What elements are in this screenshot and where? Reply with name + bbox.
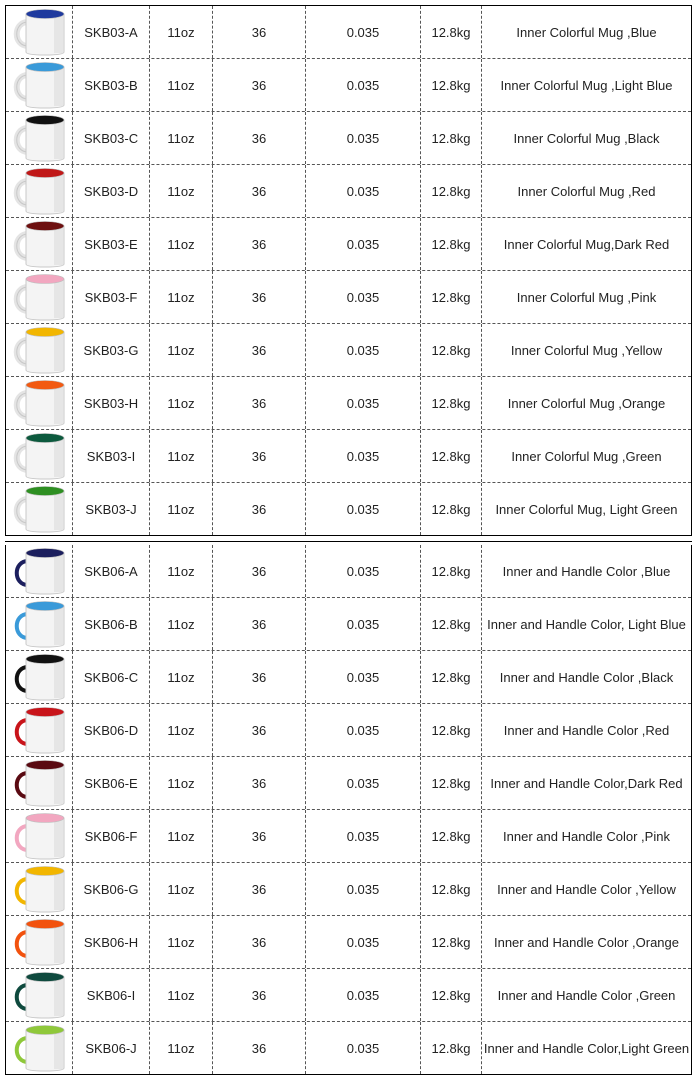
table-row (6, 483, 691, 536)
weight-cell: 12.8kg (421, 651, 482, 703)
volume-cbm-cell: 0.035 (306, 757, 421, 809)
quantity-cell: 36 (213, 916, 306, 968)
mug-thumbnail-icon (9, 865, 69, 913)
capacity-cell: 11oz (150, 271, 213, 323)
product-image-cell (6, 810, 73, 862)
quantity-cell: 36 (213, 430, 306, 482)
product-image-cell (6, 112, 73, 164)
quantity-cell: 36 (213, 165, 306, 217)
capacity-cell: 11oz (150, 324, 213, 376)
mug-inner-color (26, 973, 64, 982)
product-code-cell: SKB03-B (73, 59, 150, 111)
weight-cell: 12.8kg (421, 704, 482, 756)
weight-cell: 12.8kg (421, 59, 482, 111)
mug-thumbnail-icon (9, 8, 69, 56)
table-row (6, 545, 691, 598)
product-code-cell: SKB06-J (73, 1022, 150, 1074)
mug-inner-color (26, 116, 64, 125)
volume-cbm-cell: 0.035 (306, 1022, 421, 1074)
weight-cell: 12.8kg (421, 810, 482, 862)
description-cell: Inner Colorful Mug,Dark Red (503, 236, 670, 252)
mug-thumbnail-icon (9, 485, 69, 533)
quantity-cell: 36 (213, 863, 306, 915)
mug-thumbnail-icon (9, 432, 69, 480)
product-image-cell (6, 6, 73, 58)
capacity-cell: 11oz (150, 969, 213, 1021)
volume-cbm-cell: 0.035 (306, 545, 421, 597)
mug-inner-color (26, 655, 64, 664)
mug-inner-color (26, 275, 64, 284)
description-cell: Inner and Handle Color,Dark Red (490, 775, 683, 791)
quantity-cell: 36 (213, 545, 306, 597)
product-code-cell: SKB06-B (73, 598, 150, 650)
description-cell: Inner and Handle Color ,Orange (493, 934, 679, 950)
volume-cbm-cell: 0.035 (306, 704, 421, 756)
quantity-cell: 36 (213, 218, 306, 270)
product-image-cell (6, 916, 73, 968)
volume-cbm-cell: 0.035 (306, 324, 421, 376)
product-code-cell: SKB03-F (73, 271, 150, 323)
volume-cbm-cell: 0.035 (306, 863, 421, 915)
capacity-cell: 11oz (150, 59, 213, 111)
mug-inner-color (26, 814, 64, 823)
product-code-cell: SKB03-A (73, 6, 150, 58)
quantity-cell: 36 (213, 377, 306, 429)
description-cell: Inner Colorful Mug ,Blue (516, 24, 657, 40)
mug-inner-color (26, 10, 64, 19)
section-skb03 (5, 6, 692, 536)
table-row (6, 598, 691, 651)
quantity-cell: 36 (213, 59, 306, 111)
product-code-cell: SKB06-F (73, 810, 150, 862)
volume-cbm-cell: 0.035 (306, 165, 421, 217)
mug-thumbnail-icon (9, 220, 69, 268)
description-cell: Inner and Handle Color ,Pink (503, 828, 670, 844)
table-row (6, 863, 691, 916)
product-code-cell: SKB06-C (73, 651, 150, 703)
volume-cbm-cell: 0.035 (306, 810, 421, 862)
weight-cell: 12.8kg (421, 271, 482, 323)
mug-thumbnail-icon (9, 326, 69, 374)
product-code-cell: SKB06-G (73, 863, 150, 915)
volume-cbm-cell: 0.035 (306, 916, 421, 968)
product-image-cell (6, 324, 73, 376)
volume-cbm-cell: 0.035 (306, 598, 421, 650)
product-image-cell (6, 218, 73, 270)
description-cell: Inner and Handle Color ,Blue (502, 563, 671, 579)
quantity-cell: 36 (213, 271, 306, 323)
product-code-cell: SKB03-D (73, 165, 150, 217)
description-cell: Inner Colorful Mug ,Red (517, 183, 656, 199)
product-image-cell (6, 1022, 73, 1074)
description-cell: Inner Colorful Mug, Light Green (495, 501, 678, 517)
weight-cell: 12.8kg (421, 969, 482, 1021)
description-cell: Inner and Handle Color ,Yellow (497, 881, 676, 897)
mug-thumbnail-icon (9, 114, 69, 162)
weight-cell: 12.8kg (421, 165, 482, 217)
table-row (6, 810, 691, 863)
product-image-cell (6, 165, 73, 217)
mug-thumbnail-icon (9, 812, 69, 860)
quantity-cell: 36 (213, 324, 306, 376)
capacity-cell: 11oz (150, 863, 213, 915)
weight-cell: 12.8kg (421, 377, 482, 429)
table-row (6, 271, 691, 324)
weight-cell: 12.8kg (421, 430, 482, 482)
mug-thumbnail-icon (9, 971, 69, 1019)
table-row (6, 757, 691, 810)
table-row (6, 377, 691, 430)
mug-inner-color (26, 761, 64, 770)
product-image-cell (6, 271, 73, 323)
table-row (6, 1022, 691, 1075)
product-image-cell (6, 377, 73, 429)
mug-thumbnail-icon (9, 918, 69, 966)
capacity-cell: 11oz (150, 651, 213, 703)
table-row (6, 651, 691, 704)
product-image-cell (6, 651, 73, 703)
mug-inner-color (26, 920, 64, 929)
weight-cell: 12.8kg (421, 1022, 482, 1074)
volume-cbm-cell: 0.035 (306, 483, 421, 535)
description-cell: Inner and Handle Color ,Green (497, 987, 676, 1003)
weight-cell: 12.8kg (421, 545, 482, 597)
product-image-cell (6, 545, 73, 597)
capacity-cell: 11oz (150, 916, 213, 968)
table-row (6, 916, 691, 969)
table-row (6, 165, 691, 218)
quantity-cell: 36 (213, 112, 306, 164)
product-image-cell (6, 969, 73, 1021)
volume-cbm-cell: 0.035 (306, 271, 421, 323)
capacity-cell: 11oz (150, 377, 213, 429)
quantity-cell: 36 (213, 598, 306, 650)
section-divider (5, 541, 692, 542)
mug-inner-color (26, 487, 64, 496)
volume-cbm-cell: 0.035 (306, 112, 421, 164)
volume-cbm-cell: 0.035 (306, 430, 421, 482)
weight-cell: 12.8kg (421, 598, 482, 650)
capacity-cell: 11oz (150, 430, 213, 482)
quantity-cell: 36 (213, 483, 306, 535)
table-row (6, 218, 691, 271)
mug-inner-color (26, 63, 64, 72)
mug-inner-color (26, 867, 64, 876)
product-code-cell: SKB03-J (73, 483, 150, 535)
volume-cbm-cell: 0.035 (306, 218, 421, 270)
mug-inner-color (26, 708, 64, 717)
table-row (6, 704, 691, 757)
mug-inner-color (26, 328, 64, 337)
weight-cell: 12.8kg (421, 916, 482, 968)
quantity-cell: 36 (213, 704, 306, 756)
mug-thumbnail-icon (9, 379, 69, 427)
capacity-cell: 11oz (150, 1022, 213, 1074)
capacity-cell: 11oz (150, 757, 213, 809)
product-image-cell (6, 430, 73, 482)
capacity-cell: 11oz (150, 6, 213, 58)
quantity-cell: 36 (213, 757, 306, 809)
description-cell: Inner Colorful Mug ,Pink (516, 289, 657, 305)
quantity-cell: 36 (213, 1022, 306, 1074)
weight-cell: 12.8kg (421, 757, 482, 809)
capacity-cell: 11oz (150, 704, 213, 756)
description-cell: Inner Colorful Mug ,Yellow (510, 342, 663, 358)
product-code-cell: SKB03-H (73, 377, 150, 429)
description-cell: Inner and Handle Color,Light Green (483, 1040, 690, 1056)
section-skb06 (5, 545, 692, 1075)
product-code-cell: SKB03-C (73, 112, 150, 164)
product-image-cell (6, 598, 73, 650)
description-cell: Inner Colorful Mug ,Orange (507, 395, 666, 411)
mug-inner-color (26, 169, 64, 178)
mug-thumbnail-icon (9, 653, 69, 701)
product-image-cell (6, 863, 73, 915)
quantity-cell: 36 (213, 969, 306, 1021)
product-code-cell: SKB03-G (73, 324, 150, 376)
description-cell: Inner and Handle Color, Light Blue (487, 616, 686, 632)
weight-cell: 12.8kg (421, 324, 482, 376)
mug-inner-color (26, 549, 64, 558)
product-image-cell (6, 483, 73, 535)
volume-cbm-cell: 0.035 (306, 377, 421, 429)
product-image-cell (6, 757, 73, 809)
product-image-cell (6, 704, 73, 756)
capacity-cell: 11oz (150, 483, 213, 535)
mug-thumbnail-icon (9, 600, 69, 648)
mug-inner-color (26, 222, 64, 231)
mug-thumbnail-icon (9, 61, 69, 109)
weight-cell: 12.8kg (421, 6, 482, 58)
description-cell: Inner Colorful Mug ,Black (513, 130, 660, 146)
mug-inner-color (26, 602, 64, 611)
product-code-cell: SKB06-A (73, 545, 150, 597)
table-row (6, 6, 691, 59)
description-cell: Inner Colorful Mug ,Green (511, 448, 662, 464)
mug-thumbnail-icon (9, 167, 69, 215)
table-row (6, 969, 691, 1022)
mug-thumbnail-icon (9, 273, 69, 321)
product-image-cell (6, 59, 73, 111)
mug-inner-color (26, 381, 64, 390)
volume-cbm-cell: 0.035 (306, 6, 421, 58)
table-row (6, 112, 691, 165)
mug-thumbnail-icon (9, 1024, 69, 1072)
mug-thumbnail-icon (9, 759, 69, 807)
table-row (6, 430, 691, 483)
product-code-cell: SKB06-D (73, 704, 150, 756)
description-cell: Inner and Handle Color ,Black (499, 669, 674, 685)
product-code-cell: SKB03-I (73, 430, 150, 482)
volume-cbm-cell: 0.035 (306, 969, 421, 1021)
quantity-cell: 36 (213, 651, 306, 703)
product-code-cell: SKB03-E (73, 218, 150, 270)
product-code-cell: SKB06-H (73, 916, 150, 968)
capacity-cell: 11oz (150, 598, 213, 650)
weight-cell: 12.8kg (421, 483, 482, 535)
volume-cbm-cell: 0.035 (306, 59, 421, 111)
table-row (6, 59, 691, 112)
quantity-cell: 36 (213, 810, 306, 862)
product-code-cell: SKB06-E (73, 757, 150, 809)
mug-thumbnail-icon (9, 706, 69, 754)
volume-cbm-cell: 0.035 (306, 651, 421, 703)
description-cell: Inner Colorful Mug ,Light Blue (500, 77, 673, 93)
weight-cell: 12.8kg (421, 863, 482, 915)
mug-thumbnail-icon (9, 547, 69, 595)
capacity-cell: 11oz (150, 112, 213, 164)
weight-cell: 12.8kg (421, 218, 482, 270)
capacity-cell: 11oz (150, 165, 213, 217)
capacity-cell: 11oz (150, 218, 213, 270)
description-cell: Inner and Handle Color ,Red (503, 722, 670, 738)
mug-inner-color (26, 434, 64, 443)
capacity-cell: 11oz (150, 810, 213, 862)
weight-cell: 12.8kg (421, 112, 482, 164)
table-row (6, 324, 691, 377)
mug-inner-color (26, 1026, 64, 1035)
quantity-cell: 36 (213, 6, 306, 58)
capacity-cell: 11oz (150, 545, 213, 597)
product-code-cell: SKB06-I (73, 969, 150, 1021)
